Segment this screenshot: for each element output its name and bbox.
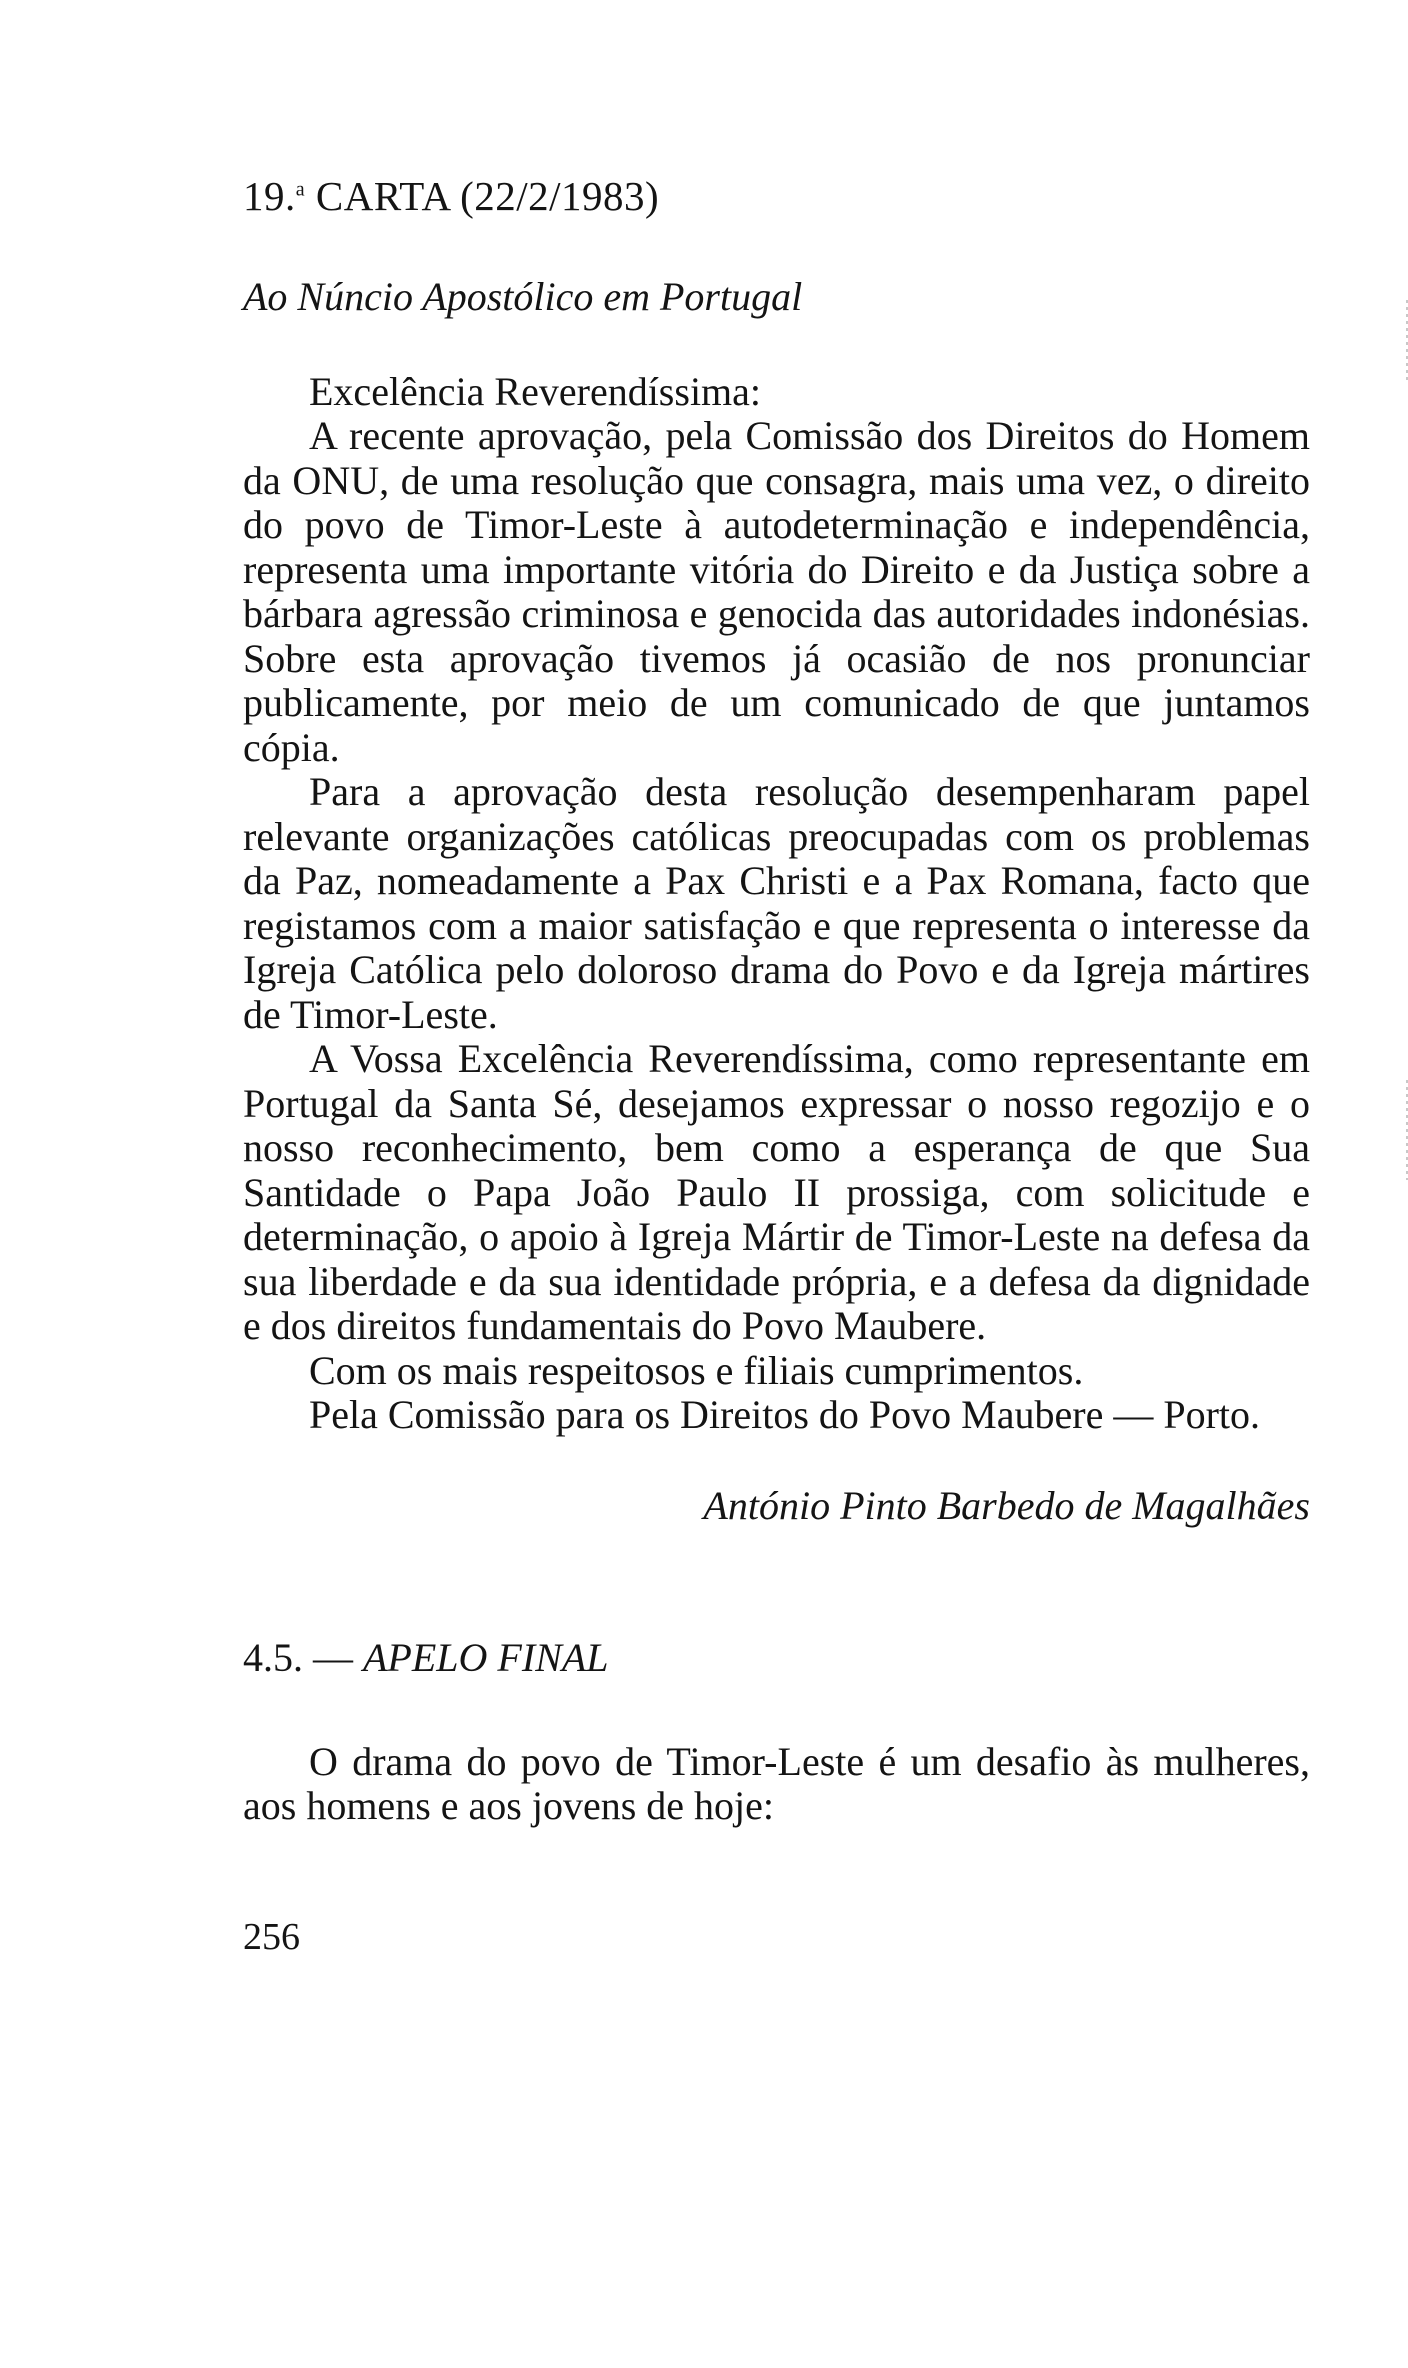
document-page [243, 150, 1310, 1959]
page-number: 256 [243, 1915, 300, 1958]
letter-paragraph-3: A Vossa Excelência Reverendíssima, como representante em Portugal da Santa Sé, desejamos expressar o nosso regozijo e o nosso reconhecimento, bem como a esperança de que Sua Santidade o Papa João Paulo II prossiga, com solicitude e determinação, o apoio à Igreja Mártir de Timor-Leste na defesa da sua liberdade e da sua identidade própria, e a defesa da dignidade e dos direitos fundamentais do Povo Maubere. [243, 1036, 1310, 1348]
letter-title: CARTA (22/2/1983) [315, 173, 660, 219]
section-title: APELO FINAL [363, 1634, 609, 1680]
letter-salutation: Excelência Reverendíssima: [309, 369, 762, 414]
letter-heading [243, 170, 1310, 222]
letter-paragraph-2: Para a aprovação desta resolução desempenharam papel relevante organizações católicas preocupadas com os problemas da Paz, nomeadamente a Pax Christi e a Pax Romana, facto que registamos com a maior satisfação e que representa o interesse da Igreja Católica pelo doloroso drama do Povo e da Igreja mártires de Timor-Leste. [243, 769, 1310, 1037]
letter-signature: António Pinto Barbedo de Magalhães [703, 1482, 1310, 1528]
letter-sender: Pela Comissão para os Direitos do Povo Maubere — Porto. [309, 1392, 1260, 1437]
letter-addressee: Ao Núncio Apostólico em Portugal [243, 274, 803, 319]
section-number: 4.5. — [243, 1634, 353, 1680]
letter-closing: Com os mais respeitosos e filiais cumprimentos. [309, 1347, 1084, 1393]
letter-number: 19. [243, 173, 296, 219]
section-paragraph: O drama do povo de Timor-Leste é um desafio às mulheres, aos homens e aos jovens de hoje: [243, 1738, 1310, 1828]
letter-paragraph-1: A recente aprovação, pela Comissão dos Direitos do Homem da ONU, de uma resolução que consagra, mais uma vez, o direito do povo de Timor-Leste à autodeterminação e independência, representa uma importante vitória do Direito e da Justiça sobre a bárbara agressão criminosa e genocida das autoridades indonésias. Sobre esta aprovação tivemos já ocasião de nos pronunciar publicamente, por meio de um comunicado de que juntamos cópia. [243, 413, 1310, 770]
letter-number-superscript: a [295, 178, 306, 201]
section-heading [243, 1634, 1310, 1682]
